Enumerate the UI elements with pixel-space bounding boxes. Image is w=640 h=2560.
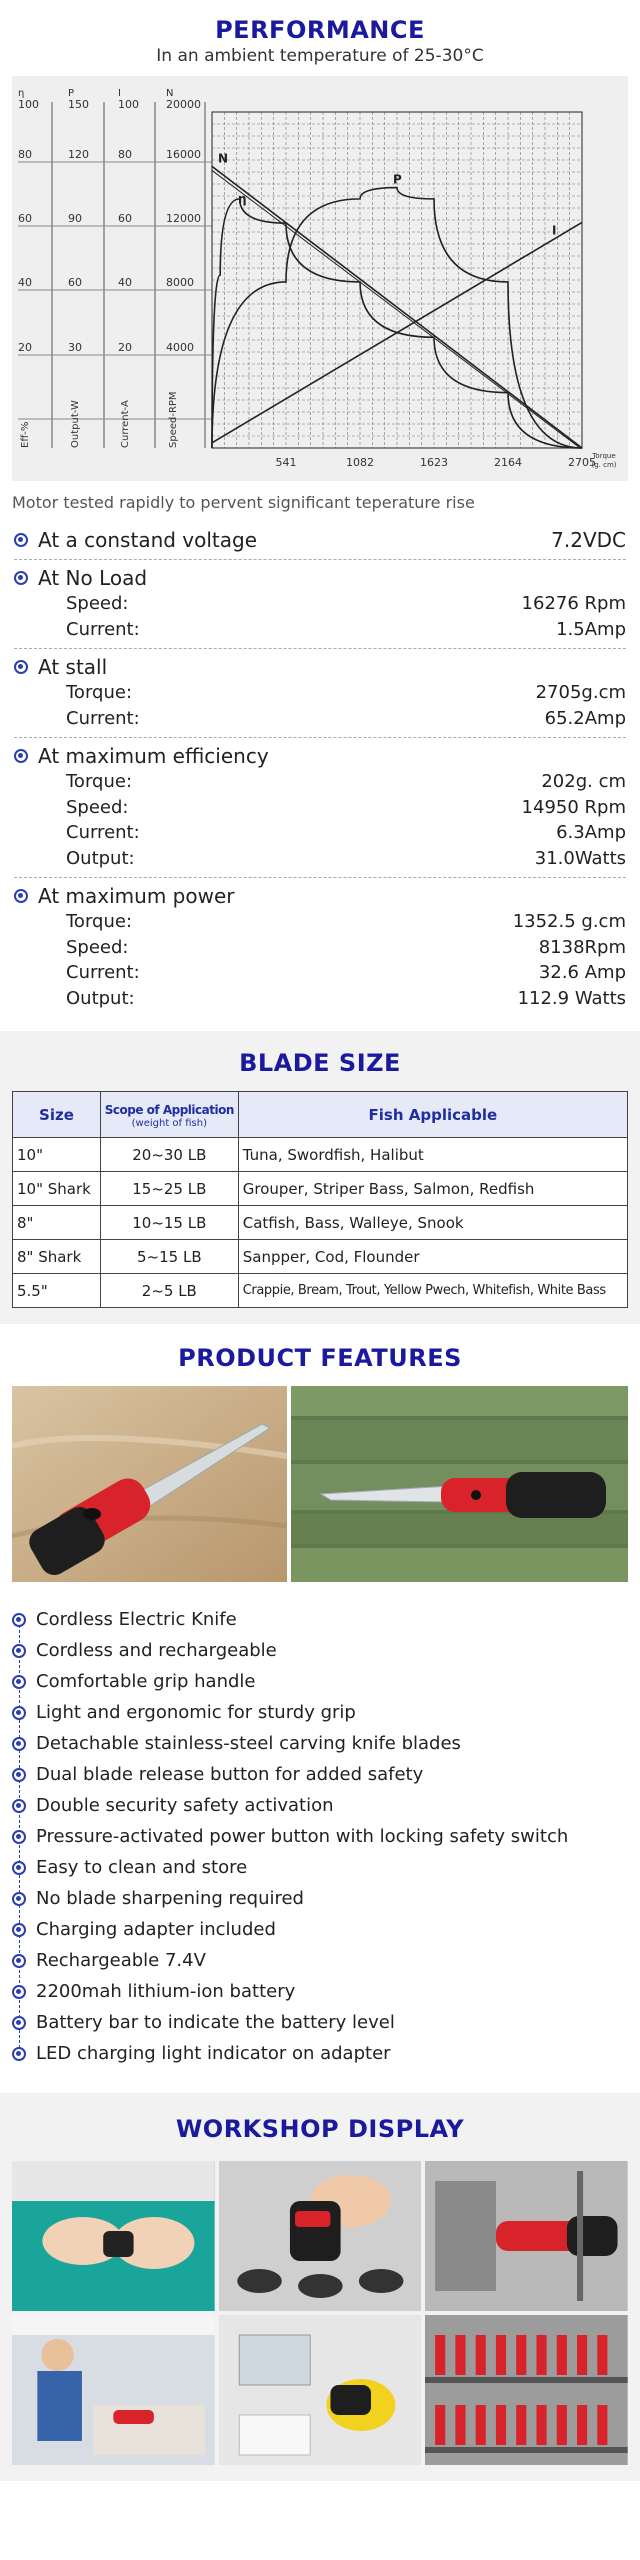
product-features-section — [0, 1324, 640, 2069]
feature-text: Charging adapter included — [36, 1919, 276, 1940]
header-scope — [100, 1092, 238, 1138]
spec-key: Current: — [66, 822, 140, 843]
spec-heading — [14, 527, 257, 553]
scale-head: N — [166, 88, 174, 99]
table-row — [13, 1138, 628, 1172]
feature-text: Light and ergonomic for sturdy grip — [36, 1702, 356, 1723]
spec-value: 65.2Amp — [544, 707, 626, 729]
bullet-icon — [12, 1706, 26, 1720]
workshop-section — [0, 2093, 640, 2481]
spec-value: 8138Rpm — [538, 936, 626, 958]
series-line-n-secondary — [212, 170, 580, 448]
scale-tick: 40 — [18, 276, 32, 289]
spec-key: Speed: — [66, 593, 129, 614]
scale-tick: 80 — [18, 148, 32, 161]
spec-value: 112.9 Watts — [517, 987, 626, 1009]
bullet-icon — [12, 1613, 26, 1627]
spec-block — [14, 878, 626, 1017]
workshop-photo-components — [219, 2161, 422, 2311]
spec-heading-value: 7.2VDC — [551, 528, 626, 552]
spec-row — [14, 706, 626, 732]
feature-item — [12, 1976, 628, 2007]
spec-block — [14, 738, 626, 878]
feature-item — [12, 1914, 628, 1945]
scale-tick: 100 — [18, 98, 39, 111]
spec-block — [14, 522, 626, 560]
bullet-icon — [12, 1985, 26, 1999]
bullet-icon — [12, 2016, 26, 2030]
cell-fish: Grouper, Striper Bass, Salmon, Redfish — [238, 1172, 627, 1206]
table-row — [13, 1240, 628, 1274]
workshop-photo-rack — [425, 2315, 628, 2465]
spec-value: 16276 Rpm — [521, 593, 626, 614]
spec-key: Current: — [66, 618, 140, 640]
cell-scope: 10~15 LB — [100, 1206, 238, 1240]
bullet-icon — [12, 1892, 26, 1906]
blade-size-section — [0, 1031, 640, 1324]
cell-fish: Sanpper, Cod, Flounder — [238, 1240, 627, 1274]
feature-text: Cordless and rechargeable — [36, 1640, 277, 1661]
feature-item — [12, 1635, 628, 1666]
knife-on-sand-photo — [12, 1386, 287, 1582]
spec-heading — [14, 654, 107, 680]
header-fish: Fish Applicable — [238, 1092, 627, 1138]
spec-value: 202g. cm — [541, 771, 626, 792]
scale-tick: 8000 — [166, 276, 194, 289]
x-tick-label: 2705 — [568, 456, 596, 469]
feature-item — [12, 1666, 628, 1697]
table-row — [13, 1274, 628, 1308]
spec-row — [14, 591, 626, 617]
performance-chart-svg — [12, 76, 628, 481]
spec-heading-label: At No Load — [38, 566, 148, 590]
feature-item — [12, 2007, 628, 2038]
feature-item — [12, 1697, 628, 1728]
spec-row — [14, 820, 626, 846]
spec-block — [14, 560, 626, 649]
cell-scope: 5~15 LB — [100, 1240, 238, 1274]
bullet-icon — [12, 1644, 26, 1658]
scale-label: Speed-RPM — [168, 391, 179, 448]
feature-text: Cordless Electric Knife — [36, 1609, 237, 1630]
spec-row — [14, 680, 626, 706]
performance-subtitle: In an ambient temperature of 25-30°C — [156, 46, 484, 66]
performance-section — [0, 0, 640, 1017]
spec-key: Torque: — [66, 911, 133, 932]
scale-tick: 80 — [118, 148, 132, 161]
series-label-n: N — [218, 151, 229, 166]
scale-tick: 100 — [118, 98, 139, 111]
spec-row — [14, 795, 626, 821]
feature-list — [12, 1604, 628, 2069]
scale-tick: 20000 — [166, 98, 201, 111]
spec-row — [14, 909, 626, 935]
bullet-icon — [12, 1861, 26, 1875]
feature-text: Comfortable grip handle — [36, 1671, 256, 1692]
scale-tick: 40 — [118, 276, 132, 289]
bullet-icon — [14, 889, 28, 903]
cell-size: 8" — [13, 1206, 101, 1240]
bullet-icon — [12, 1768, 26, 1782]
blade-size-table — [12, 1091, 628, 1308]
feature-item — [12, 1728, 628, 1759]
cell-size: 5.5" — [13, 1274, 101, 1308]
feature-text: No blade sharpening required — [36, 1888, 304, 1909]
cell-fish: Catfish, Bass, Walleye, Snook — [238, 1206, 627, 1240]
cell-size: 10" — [13, 1138, 101, 1172]
knife-on-bench-photo — [291, 1386, 628, 1582]
feature-item — [12, 1945, 628, 1976]
spec-value: 6.3Amp — [556, 822, 626, 843]
spec-heading-label: At stall — [38, 655, 108, 679]
cell-size: 8" Shark — [13, 1240, 101, 1274]
feature-text: Dual blade release button for added safety — [36, 1764, 424, 1785]
feature-item — [12, 1821, 628, 1852]
feature-text: 2200mah lithium-ion battery — [36, 1981, 296, 2002]
scale-tick: 20 — [118, 341, 132, 354]
scale-tick: 60 — [118, 212, 132, 225]
performance-chart — [12, 76, 628, 481]
cell-scope: 15~25 LB — [100, 1172, 238, 1206]
scale-head: η — [18, 88, 25, 99]
x-unit-label: (g. cm) — [591, 461, 617, 469]
scale-tick: 150 — [68, 98, 89, 111]
feature-text: Detachable stainless-steel carving knife blades — [36, 1733, 461, 1754]
spec-heading-row — [14, 527, 626, 553]
series-label-eta: η — [238, 191, 247, 206]
x-tick-label: 1623 — [420, 456, 448, 469]
scale-tick: 12000 — [166, 212, 201, 225]
feature-item — [12, 2038, 628, 2069]
scale-tick: 20 — [18, 341, 32, 354]
feature-text: Easy to clean and store — [36, 1857, 248, 1878]
x-unit-label: Torque — [592, 452, 616, 460]
workshop-photo-quality-check — [219, 2315, 422, 2465]
spec-heading-label: At maximum efficiency — [38, 744, 269, 768]
spec-key: Speed: — [66, 936, 129, 958]
feature-text: Battery bar to indicate the battery level — [36, 2012, 395, 2033]
workshop-title: WORKSHOP DISPLAY — [175, 2115, 465, 2143]
spec-row — [14, 846, 626, 872]
header-scope-sub: (weight of fish) — [131, 1118, 207, 1129]
spec-row — [14, 769, 626, 795]
spec-value: 1352.5 g.cm — [512, 911, 626, 932]
bullet-icon — [12, 1675, 26, 1689]
spec-heading-label: At a constand voltage — [38, 528, 258, 552]
bullet-icon — [12, 2047, 26, 2061]
spec-value: 2705g.cm — [535, 682, 626, 703]
scale-label: Output-W — [70, 400, 81, 448]
workshop-photo-worker — [12, 2315, 215, 2465]
feature-text: LED charging light indicator on adapter — [36, 2043, 391, 2064]
table-row — [13, 1206, 628, 1240]
bullet-icon — [14, 660, 28, 674]
scale-label: Eff-% — [20, 421, 31, 448]
spec-key: Output: — [66, 847, 135, 869]
spec-row — [14, 986, 626, 1012]
bullet-icon — [14, 749, 28, 763]
table-header-row — [13, 1092, 628, 1138]
feature-item — [12, 1759, 628, 1790]
product-features-title: PRODUCT FEATURES — [178, 1344, 462, 1372]
product-photos — [12, 1386, 628, 1582]
feature-text: Pressure-activated power button with locking safety switch — [36, 1826, 569, 1847]
cell-scope: 20~30 LB — [100, 1138, 238, 1172]
bullet-icon — [12, 1923, 26, 1937]
scale-head: P — [68, 88, 75, 99]
spec-row — [14, 960, 626, 986]
x-tick-label: 541 — [275, 456, 297, 469]
spec-key: Current: — [66, 707, 140, 729]
bullet-icon — [14, 533, 28, 547]
motor-test-note: Motor tested rapidly to pervent significant teperature rise — [12, 493, 475, 512]
x-tick-label: 2164 — [494, 456, 522, 469]
feature-item — [12, 1790, 628, 1821]
workshop-photo-testing — [425, 2161, 628, 2311]
spec-heading-label: At maximum power — [38, 884, 235, 908]
spec-key: Speed: — [66, 796, 129, 818]
cell-fish: Crappie, Bream, Trout, Yellow Pwech, Whitefish, White Bass — [238, 1274, 627, 1308]
spec-heading-row — [14, 743, 626, 769]
scale-tick: 4000 — [166, 341, 194, 354]
spec-heading — [14, 743, 269, 769]
scale-tick: 30 — [68, 341, 82, 354]
scale-tick: 90 — [68, 212, 82, 225]
header-size: Size — [13, 1092, 101, 1138]
workshop-photo-assembly-hands — [12, 2161, 215, 2311]
workshop-photo-grid — [12, 2161, 628, 2465]
feature-item — [12, 1883, 628, 1914]
spec-key: Current: — [66, 962, 140, 983]
spec-row — [14, 617, 626, 643]
spec-value: 1.5Amp — [556, 618, 626, 640]
bullet-icon — [12, 1830, 26, 1844]
scale-tick: 120 — [68, 148, 89, 161]
scale-label: Current-A — [120, 400, 131, 448]
cell-size: 10" Shark — [13, 1172, 101, 1206]
spec-block — [14, 649, 626, 738]
blade-size-title: BLADE SIZE — [239, 1049, 401, 1077]
feature-text: Rechargeable 7.4V — [36, 1950, 206, 1971]
bullet-icon — [12, 1954, 26, 1968]
feature-item — [12, 1604, 628, 1635]
spec-heading — [14, 565, 147, 591]
cell-fish: Tuna, Swordfish, Halibut — [238, 1138, 627, 1172]
spec-value: 32.6 Amp — [538, 962, 626, 983]
performance-title: PERFORMANCE — [215, 16, 425, 44]
spec-value: 14950 Rpm — [521, 796, 626, 818]
scale-tick: 60 — [68, 276, 82, 289]
header-scope-label: Scope of Application — [104, 1103, 234, 1117]
scale-tick: 60 — [18, 212, 32, 225]
spec-heading-row — [14, 654, 626, 680]
series-label-i: I — [552, 223, 557, 238]
feature-item — [12, 1852, 628, 1883]
spec-key: Output: — [66, 987, 135, 1009]
bullet-icon — [14, 571, 28, 585]
bullet-icon — [12, 1799, 26, 1813]
spec-heading-row — [14, 565, 626, 591]
x-tick-label: 1082 — [346, 456, 374, 469]
spec-list — [0, 522, 640, 1017]
spec-key: Torque: — [66, 682, 133, 703]
spec-value: 31.0Watts — [534, 847, 626, 869]
scale-head: I — [118, 88, 121, 99]
spec-row — [14, 935, 626, 961]
spec-heading-row — [14, 883, 626, 909]
spec-heading — [14, 883, 234, 909]
cell-scope: 2~5 LB — [100, 1274, 238, 1308]
series-label-p: P — [393, 172, 402, 187]
table-row — [13, 1172, 628, 1206]
bullet-icon — [12, 1737, 26, 1751]
spec-key: Torque: — [66, 771, 133, 792]
scale-tick: 16000 — [166, 148, 201, 161]
feature-text: Double security safety activation — [36, 1795, 334, 1816]
